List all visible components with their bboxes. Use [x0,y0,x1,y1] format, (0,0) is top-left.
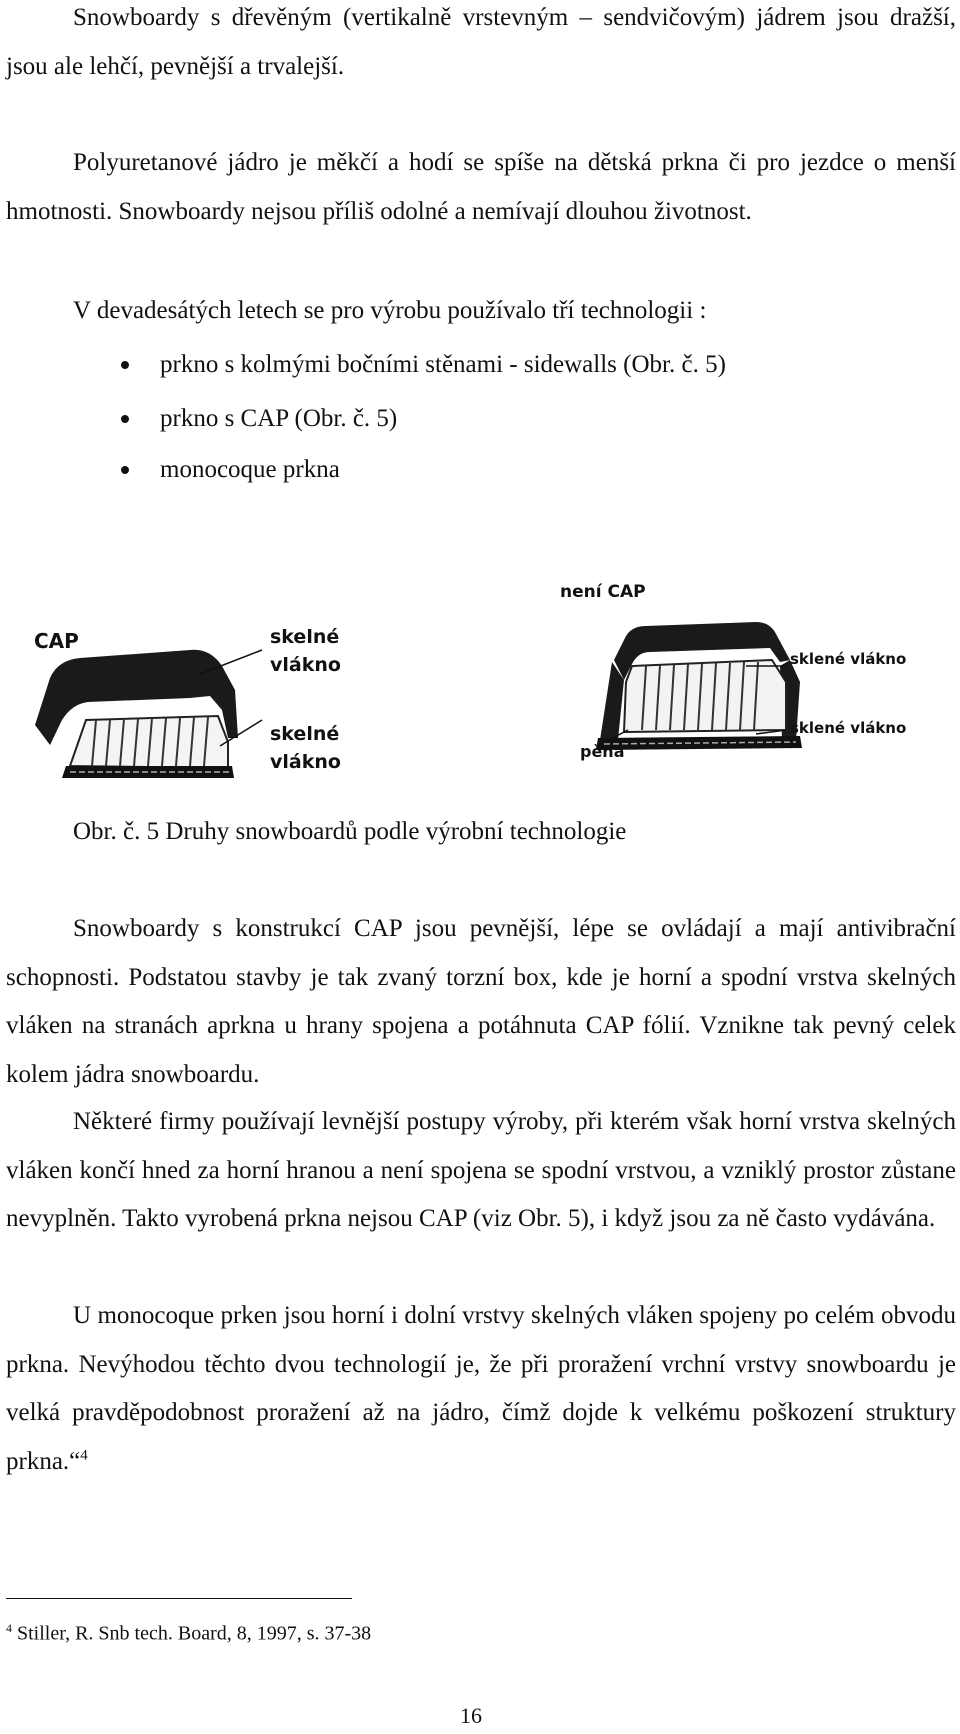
fiber-label-bottom-1: skelné [270,723,340,745]
foam-label: pěna [580,742,625,761]
paragraph-wood-core: Snowboardy s dřevěným (vertikalně vrstevným – sendvičovým) jádrem jsou dražší, jsou ale lehčí, pevnější a trvalejší. [6,4,956,80]
paragraph-technologies-intro: V devadesátých letech se pro výrobu používalo tří technologii : [73,297,707,324]
list-item-text: prkno s CAP (Obr. č. 5) [160,405,398,432]
paragraph-monocoque [6,1292,956,1486]
paragraph-polyurethane-core: Polyuretanové jádro je měkčí a hodí se spíše na dětská prkna či pro jezdce o menší hmotnosti. Snowboardy nejsou příliš odolné a nemívají dlouhou životnost. [6,149,956,225]
list-item-text: prkno s kolmými bočními stěnami - sidewalls (Obr. č. 5) [160,351,726,378]
footnote-number: 4 [6,1621,12,1635]
fiber-label-top-2: vlákno [270,654,341,676]
footnote-divider [6,1598,352,1599]
paragraph-cheaper-methods: Některé firmy používají levnější postupy výroby, při kterém však horní vrstva skelných vláken končí hned za horní hranou a není spojena se spodní vrstvou, a vzniklý prostor zůstane nevyplněn. Takto vyrobená prkna nejsou CAP (viz Obr. 5), i když jsou za ně často vydávána. [6,1108,956,1232]
cap-label: CAP [34,629,79,653]
footnote-text: Stiller, R. Snb tech. Board, 8, 1997, s. 37-38 [17,1622,372,1645]
fiber-label-right-top: sklené vlákno [790,650,907,668]
footnote-reference: 4 [80,1447,88,1464]
fiber-label-bottom-2: vlákno [270,751,341,773]
bullet-icon [121,415,129,423]
cap-board-diagram [34,626,341,778]
paragraph-cap-construction: Snowboardy s konstrukcí CAP jsou pevnější, lépe se ovládají a mají antivibrační schopnosti. Podstatou stavby je tak zvaný torzní box, kde je horní a spodní vrstva skelných vláken na stranách aprkna u hrany spojena a potáhnuta CAP fólií. Vznikne tak pevný celek kolem jádra snowboardu. [6,915,956,1088]
footnote [6,1615,371,1647]
page-number: 16 [460,1703,482,1728]
fiber-label-top-1: skelné [270,626,340,648]
bullet-icon [121,361,129,369]
bullet-icon [121,466,129,474]
list-item-text: monocoque prkna [160,456,340,483]
non-cap-label: není CAP [560,582,646,602]
paragraph-monocoque-text: U monocoque prken jsou horní i dolní vrstvy skelných vláken spojeny po celém obvodu prkna. Nevýhodou těchto dvou technologií je, že při proražení vrchní vrstvy snowboardu je velká pravděpodobnost proražení až na jádro, čímž dojde k velkému poškození struktury prkna.“ [6,1302,956,1475]
fiber-label-right-bottom: sklené vlákno [790,719,907,737]
snowboard-construction-figure [0,570,960,790]
figure-caption: Obr. č. 5 Druhy snowboardů podle výrobní technologie [73,818,627,845]
non-cap-board-diagram [560,582,906,761]
